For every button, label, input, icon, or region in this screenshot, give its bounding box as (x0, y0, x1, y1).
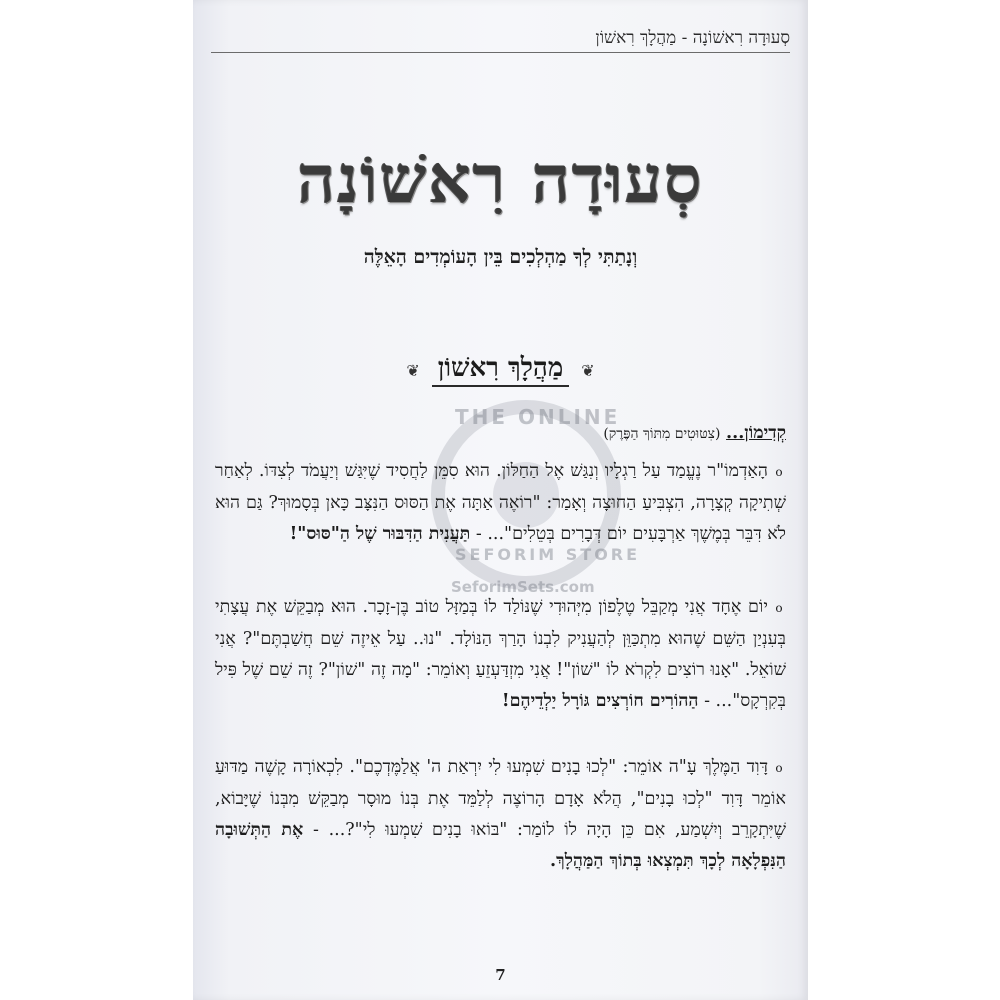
paragraph (215, 456, 786, 550)
intro-line (215, 418, 786, 450)
bullet-icon: o (775, 761, 783, 775)
paragraph-text: דָּוִד הַמֶּלֶךְ עָ"ה אוֹמֵר: "לְכוּ בָנִים שִׁמְעוּ לִי יִרְאַת ה' אֲלַמֶּדְכֶם". לִכְאוֹרָה קָשֶׁה מַדּוּעַ אוֹמֵר דָּוִד "לְכוּ בָנִים", הֲלֹא אָדָם הָרוֹצֶה לְלַמֵּד אֶת בְּנוֹ מוּסָר מְבַקֵּשׁ מִבְּנוֹ שֶׁיָּבוֹא, שֶׁיִּתְקָרֵב וְיִשְׁמַע, אִם כֵּן הָיָה לוֹ לוֹמַר: "בּוֹאוּ בָנִים שִׁמְעוּ לִי"?... - (215, 757, 786, 840)
ornament-right-icon: ❦ (581, 360, 595, 380)
running-head: סְעוּדָה רִאשׁוֹנָה - מַהֲלָךְ רִאשׁוֹן (595, 28, 790, 48)
paragraph-bold: תַּעֲנִית הַדִּבּוּר שֶׁל הַ"סּוּס"! (289, 524, 471, 544)
chapter-subtitle: וְנָתַתִּי לְךָ מַהְלְכִים בֵּין הָעוֹמְדִים הָאֵלֶּה (363, 246, 638, 268)
section-title: מַהֲלָךְ רִאשׁוֹן (432, 353, 570, 387)
chapter-title: סְעוּדָה רִאשׁוֹנָה (297, 140, 704, 218)
paragraph-bold: אֶת הַתְּשׁוּבָה הַנִּפְלָאָה לְכָךְ תִּמְצְאוּ בְּתוֹךְ הַמַּהֲלָךְ. (215, 820, 786, 871)
page-number: 7 (495, 966, 506, 984)
watermark-top-text: THE ONLINE (455, 405, 621, 429)
paragraph (215, 752, 786, 877)
watermark-site-text: SeforimSets.com (451, 578, 595, 596)
ornament-left-icon: ❦ (406, 360, 420, 380)
intro-note: (צִטּוּטִים מִתּוֹךְ הַפֶּרֶק) (603, 426, 721, 442)
intro-label: קְדִימוֹן... (726, 423, 786, 443)
bullet-icon: o (775, 465, 783, 479)
header-divider (211, 52, 790, 53)
section-heading (193, 350, 808, 390)
paragraph (215, 592, 786, 717)
watermark-bottom-text: SEFORIM STORE (455, 545, 641, 564)
paragraph-text: הָאַדְמוֹ"ר נֶעֱמַד עַל רַגְלָיו וְנִגַּשׁ אֶל הַחַלּוֹן. הוּא סִמֵּן לַחֲסִיד שֶׁיִּגַּשׁ וְיַעֲמֹד לְצִדּוֹ. לְאַחַר שְׁתִיקָה קְצָרָה, הִצְבִּיעַ הַחוּצָה וְאָמַר: "רוֹאֶה אַתָּה אֶת הַסּוּס הַנִּצָּב כָּאן בְּסָמוּךְ? גַּם הוּא לֹא דִּבֵּר בְּמֶשֶׁךְ אַרְבָּעִים יוֹם דְּבָרִים בְּטֵלִים"... - (215, 461, 786, 544)
paragraph-bold: הַהוֹרִים חוֹרְצִים גּוֹרָל יַלְדֵיהֶם! (501, 691, 699, 711)
bullet-icon: o (775, 601, 783, 615)
paragraph-text: יוֹם אֶחָד אֲנִי מְקַבֵּל טֶלֶפוֹן מִיְּהוּדִי שֶׁנּוֹלַד לוֹ בְּמַזָּל טוֹב בֶּן-זָכָר. הוּא מְבַקֵּשׁ אֶת עֲצָתִי בְּעִנְיַן הַשֵּׁם שֶׁהוּא מִתְכַּוֵּן לְהַעֲנִיק לִבְנוֹ הָרַךְ הַנּוֹלָד. "נוּ.. עַל אֵיזֶה שֵׁם חֲשַׁבְתֶּם"? אֲנִי שׁוֹאֵל. "אָנוּ רוֹצִים לִקְרֹא לוֹ "שׁוֹן"! אֲנִי מִזְדַּעְזֵעַ וְאוֹמֵר: "מָה זֶה "שׁוֹן"? זֶה שֵׁם שֶׁל פִּיל בְּקִרְקָס"... - (215, 597, 786, 711)
book-page (193, 0, 808, 1000)
